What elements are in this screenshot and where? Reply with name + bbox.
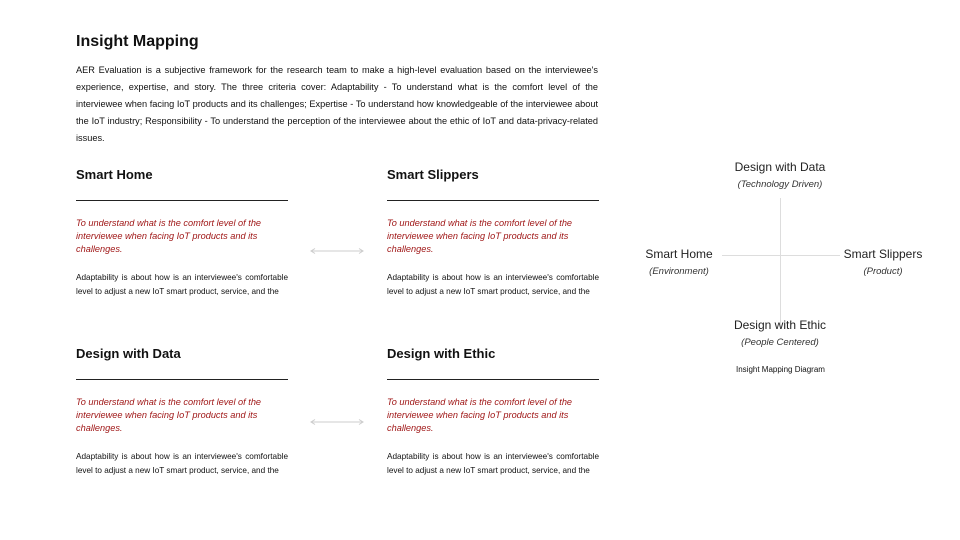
node-title: Design with Ethic xyxy=(733,318,827,332)
horizontal-axis xyxy=(722,255,840,256)
diagram-caption: Insight Mapping Diagram xyxy=(736,365,825,374)
intro-paragraph: AER Evaluation is a subjective framework for the research team to make a high-level evaluation based on the interviewee's experience, expertise, and story. The three criteria cover: Adaptability - To understand what is the comfort level of the interviewee when facing IoT products and its challenges; Expertise - To understand how knowledgeable of the interviewee about the IoT industry; Responsibility - To understand the perception of the interviewee about the ethic of IoT and data-privacy-related issues. xyxy=(76,65,598,143)
double-arrow-icon xyxy=(310,419,364,425)
node-bottom xyxy=(720,318,840,348)
node-title: Smart Slippers xyxy=(843,247,923,261)
card-smart-slippers xyxy=(387,167,599,299)
card-quote: To understand what is the comfort level of the interviewee when facing IoT products and its challenges. xyxy=(76,218,262,254)
node-right xyxy=(840,247,926,277)
page-title: Insight Mapping xyxy=(76,33,199,50)
card-body: Adaptability is about how is an interviewee's comfortable level to adjust a new IoT smart product, service, and the xyxy=(387,452,599,475)
card-body: Adaptability is about how is an interviewee's comfortable level to adjust a new IoT smart product, service, and the xyxy=(76,273,288,296)
node-subtitle: (Product) xyxy=(863,266,903,277)
node-subtitle: (Environment) xyxy=(649,266,709,277)
card-smart-home xyxy=(76,167,288,299)
node-subtitle: (Technology Driven) xyxy=(737,179,823,190)
card-quote: To understand what is the comfort level of the interviewee when facing IoT products and its challenges. xyxy=(76,397,262,433)
card-quote: To understand what is the comfort level of the interviewee when facing IoT products and its challenges. xyxy=(387,218,573,254)
card-title: Design with Ethic xyxy=(387,346,599,380)
insight-mapping-diagram xyxy=(640,155,930,385)
vertical-axis xyxy=(780,198,781,328)
card-design-with-data xyxy=(76,346,288,478)
card-title: Smart Slippers xyxy=(387,167,599,201)
node-subtitle: (People Centered) xyxy=(741,337,819,348)
node-top xyxy=(720,160,840,190)
double-arrow-icon xyxy=(310,248,364,254)
card-quote: To understand what is the comfort level of the interviewee when facing IoT products and its challenges. xyxy=(387,397,573,433)
node-left xyxy=(640,247,718,277)
card-design-with-ethic xyxy=(387,346,599,478)
card-title: Smart Home xyxy=(76,167,288,201)
node-title: Design with Data xyxy=(734,160,826,174)
card-body: Adaptability is about how is an interviewee's comfortable level to adjust a new IoT smart product, service, and the xyxy=(76,452,288,475)
card-title: Design with Data xyxy=(76,346,288,380)
card-body: Adaptability is about how is an interviewee's comfortable level to adjust a new IoT smart product, service, and the xyxy=(387,273,599,296)
node-title: Smart Home xyxy=(645,247,713,261)
